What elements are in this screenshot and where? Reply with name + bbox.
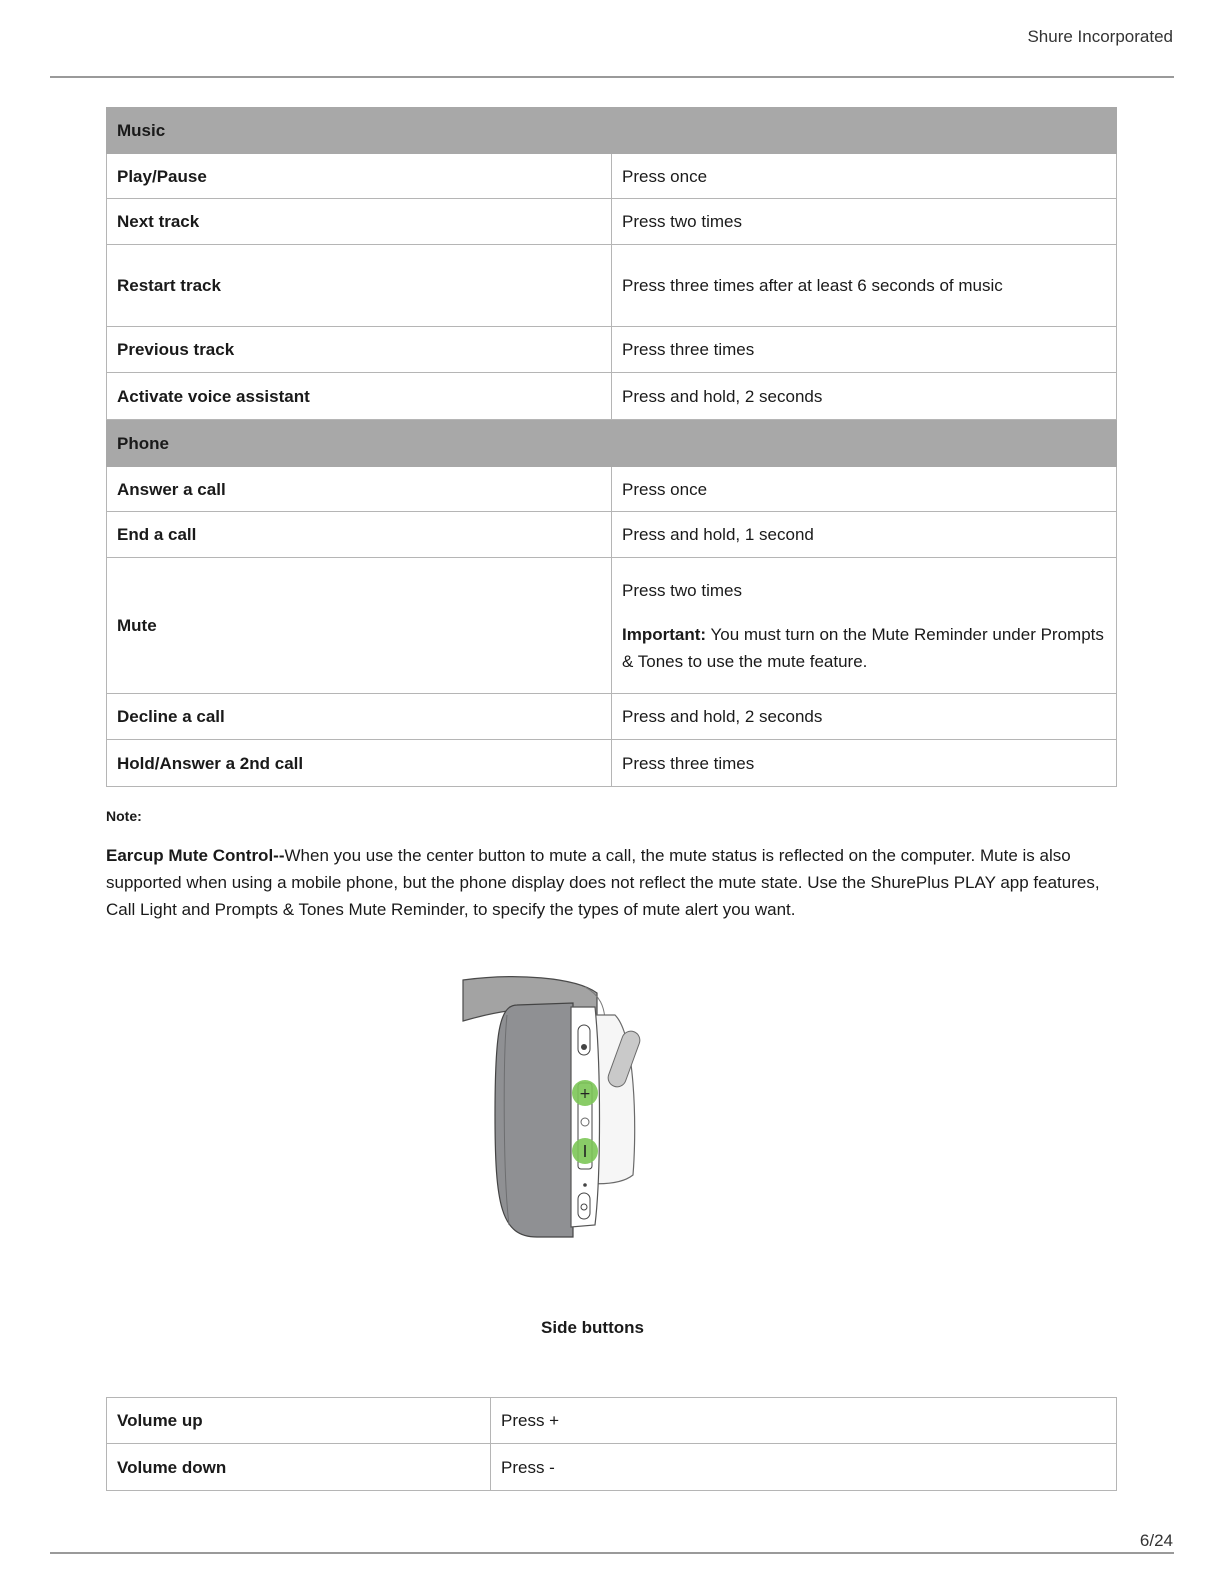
table-row xyxy=(107,1444,1117,1491)
note-body xyxy=(106,842,1118,923)
table-row xyxy=(107,740,1117,787)
headphone-illustration xyxy=(455,975,655,1250)
instruction-cell: Press three times xyxy=(612,327,1117,373)
header-divider xyxy=(50,76,1174,78)
footer-divider xyxy=(50,1552,1174,1554)
action-cell: Volume down xyxy=(107,1444,491,1491)
action-cell: Answer a call xyxy=(107,467,612,512)
section-title: Phone xyxy=(107,420,1117,467)
page-number: 6/24 xyxy=(1139,1531,1173,1550)
action-cell: Volume up xyxy=(107,1398,491,1444)
action-cell: Activate voice assistant xyxy=(107,373,612,420)
table-row xyxy=(107,245,1117,327)
instruction-cell: Press once xyxy=(612,154,1117,199)
instruction-cell: Press once xyxy=(612,467,1117,512)
headphone-side-buttons-illustration xyxy=(455,975,655,1250)
action-cell: Decline a call xyxy=(107,694,612,740)
table-row xyxy=(107,1398,1117,1444)
table-row xyxy=(107,373,1117,420)
action-cell: End a call xyxy=(107,512,612,558)
table-row xyxy=(107,694,1117,740)
instruction-cell: Press two times xyxy=(612,199,1117,245)
important-text: You must turn on the Mute Reminder under Prompts & Tones to use the mute feature. xyxy=(622,624,1104,671)
instruction-cell: Press and hold, 2 seconds xyxy=(612,694,1117,740)
action-cell: Next track xyxy=(107,199,612,245)
table-row xyxy=(107,327,1117,373)
instruction-cell: Press and hold, 1 second xyxy=(612,512,1117,558)
section-header-music xyxy=(107,108,1117,154)
controls-table xyxy=(106,107,1117,787)
action-cell: Mute xyxy=(107,558,612,694)
instruction-text: Press two times xyxy=(622,580,742,600)
instruction-cell: Press and hold, 2 seconds xyxy=(612,373,1117,420)
table-row xyxy=(107,467,1117,512)
action-cell: Previous track xyxy=(107,327,612,373)
table-row xyxy=(107,154,1117,199)
section-title: Music xyxy=(107,108,1117,154)
important-note xyxy=(622,621,1106,675)
svg-text:+: + xyxy=(579,1086,591,1102)
section-header-phone xyxy=(107,420,1117,467)
instruction-cell: Press three times xyxy=(612,740,1117,787)
table-row xyxy=(107,558,1117,694)
note-label: Note: xyxy=(106,808,142,824)
table-row xyxy=(107,199,1117,245)
table-row xyxy=(107,512,1117,558)
action-cell: Restart track xyxy=(107,245,612,327)
volume-table xyxy=(106,1397,1117,1491)
important-label: Important: xyxy=(622,624,707,644)
figure-caption: Side buttons xyxy=(541,1318,644,1337)
header-company: Shure Incorporated xyxy=(1027,27,1173,46)
note-lead: Earcup Mute Control-- xyxy=(106,846,285,865)
instruction-cell: Press three times after at least 6 seconds of music xyxy=(612,245,1117,327)
action-cell: Hold/Answer a 2nd call xyxy=(107,740,612,787)
instruction-cell xyxy=(612,558,1117,694)
instruction-cell: Press - xyxy=(491,1444,1117,1491)
action-cell: Play/Pause xyxy=(107,154,612,199)
note-text: When you use the center button to mute a call, the mute status is reflected on the computer. Mute is also supported when using a mobile phone, but the phone display does not reflect the mute state. Use the ShurePlus PLAY app features, Call Light and Prompts & Tones Mute Reminder, to specify the types of mute alert you want. xyxy=(106,846,1100,919)
instruction-cell: Press + xyxy=(491,1398,1117,1444)
